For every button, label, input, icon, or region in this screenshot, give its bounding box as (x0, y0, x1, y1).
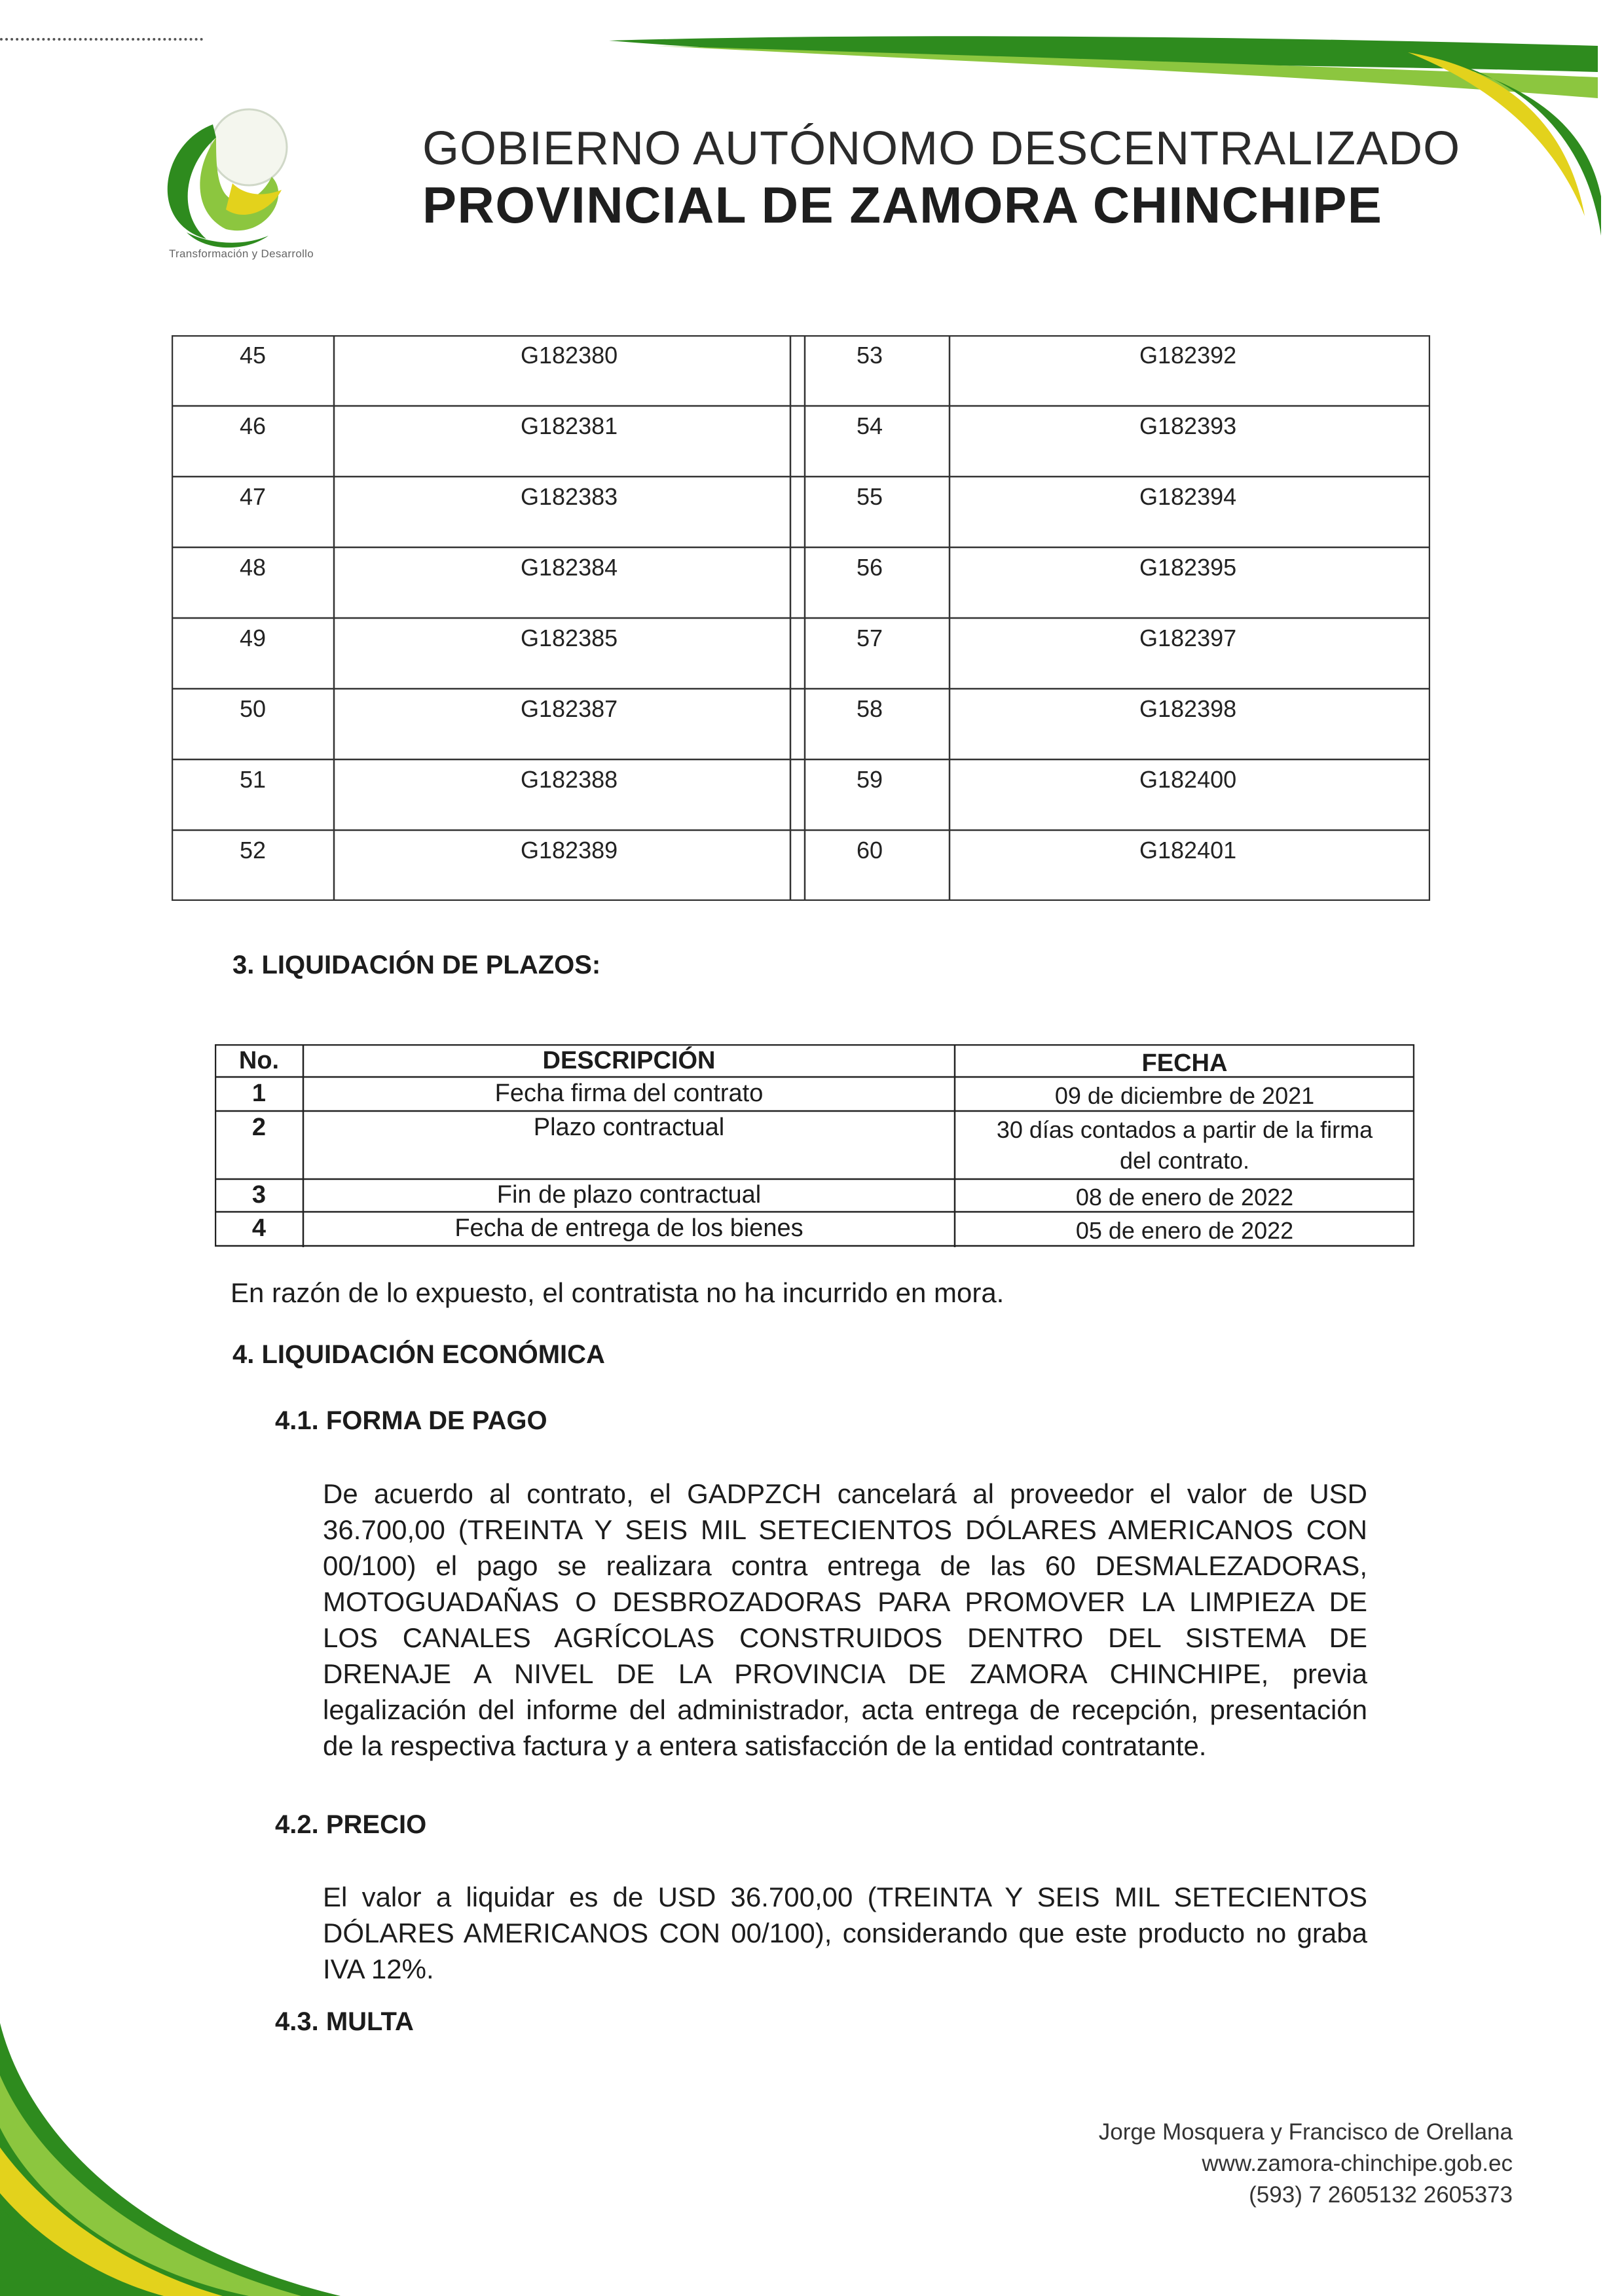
dates-header-descripcion: DESCRIPCIÓN (542, 1047, 716, 1074)
serial-code-right: G182395 (1139, 554, 1237, 581)
serial-code-left: G182384 (521, 554, 618, 581)
serial-code-left: G182380 (521, 342, 618, 369)
dates-row-fecha: 05 de enero de 2022 (1075, 1217, 1294, 1244)
serial-code-right: G182400 (1139, 766, 1237, 793)
serial-code-left: G182385 (521, 625, 618, 651)
table-row (172, 335, 1430, 406)
section-4-2-heading: 4.2. PRECIO (275, 1810, 427, 1839)
precio-paragraph: El valor a liquidar es de USD 36.700,00 (TREINTA Y SEIS MIL SETECIENTOS DÓLARES AMERICANOS CON 00/100), considerando que este producto no graba IVA 12%. (323, 1882, 1367, 1984)
table-row (172, 689, 1430, 759)
row-number-right: 60 (857, 837, 883, 864)
header-title-line1: GOBIERNO AUTÓNOMO DESCENTRALIZADO (422, 122, 1461, 175)
serial-code-left: G182387 (521, 695, 618, 722)
section-3-heading: 3. LIQUIDACIÓN DE PLAZOS: (232, 951, 601, 979)
serial-code-right: G182392 (1139, 342, 1237, 369)
dates-row-descripcion: Fecha de entrega de los bienes (454, 1214, 803, 1242)
dates-row-no: 2 (251, 1114, 267, 1141)
dates-header-no: No. (238, 1047, 280, 1074)
row-number-left: 51 (240, 766, 267, 793)
serial-code-right: G182401 (1139, 837, 1237, 864)
logo-tagline: Transformación y Desarrollo (169, 247, 314, 260)
row-number-right: 55 (857, 483, 883, 510)
row-number-left: 50 (240, 695, 267, 722)
serial-code-right: G182397 (1139, 625, 1237, 651)
dates-row-no: 1 (251, 1080, 267, 1107)
dates-header-fecha: FECHA (1141, 1049, 1228, 1077)
footer-swoosh-graphic (0, 1997, 471, 2296)
serial-code-left: G182389 (521, 837, 618, 864)
serial-code-left: G182383 (521, 483, 618, 510)
table-row (172, 618, 1430, 689)
dates-row-no: 4 (251, 1214, 267, 1242)
dates-row-descripcion: Fin de plazo contractual (496, 1181, 762, 1209)
dates-row-no: 3 (251, 1181, 267, 1209)
row-number-left: 52 (240, 837, 267, 864)
dates-table (215, 1044, 1414, 1247)
row-number-left: 49 (240, 625, 267, 651)
row-number-left: 46 (240, 412, 267, 439)
table-row (172, 477, 1430, 547)
dates-row-fecha: 09 de diciembre de 2021 (1054, 1082, 1315, 1109)
row-number-left: 48 (240, 554, 267, 581)
serial-code-right: G182398 (1139, 695, 1237, 722)
row-number-right: 56 (857, 554, 883, 581)
dates-row-fecha: 08 de enero de 2022 (1075, 1184, 1294, 1211)
row-number-right: 59 (857, 766, 883, 793)
section-4-3-heading: 4.3. MULTA (275, 2007, 414, 2036)
table-row (172, 830, 1430, 901)
dates-row-descripcion: Plazo contractual (533, 1114, 725, 1141)
serial-code-left: G182381 (521, 412, 618, 439)
table-row (172, 406, 1430, 477)
serial-code-left: G182388 (521, 766, 618, 793)
serial-number-table (172, 335, 1430, 901)
dates-row-descripcion: Fecha firma del contrato (494, 1080, 764, 1107)
footer-address: Jorge Mosquera y Francisco de Orellana (1098, 2119, 1513, 2145)
row-number-left: 45 (240, 342, 267, 369)
mora-conclusion: En razón de lo expuesto, el contratista no ha incurrido en mora. (231, 1277, 1005, 1308)
table-row (172, 547, 1430, 618)
table-row (172, 759, 1430, 830)
row-number-right: 57 (857, 625, 883, 651)
provincial-logo (134, 98, 324, 268)
section-4-1-heading: 4.1. FORMA DE PAGO (275, 1406, 547, 1435)
footer-website[interactable]: www.zamora-chinchipe.gob.ec (1202, 2151, 1513, 2176)
header-title-line2: PROVINCIAL DE ZAMORA CHINCHIPE (422, 176, 1383, 234)
section-4-heading: 4. LIQUIDACIÓN ECONÓMICA (232, 1340, 605, 1369)
row-number-right: 54 (857, 412, 883, 439)
forma-de-pago-paragraph: De acuerdo al contrato, el GADPZCH cancelará al proveedor el valor de USD 36.700,00 (TREINTA Y SEIS MIL SETECIENTOS DÓLARES AMERICANOS CON 00/100) el pago se realizara contra entrega de las 60 DESMALEZADORAS, MOTOGUADAÑAS O DESBROZADORAS PARA PROMOVER LA LIMPIEZA DE LOS CANALES AGRÍCOLAS CONSTRUIDOS DENTRO DEL SISTEMA DE DRENAJE A NIVEL DE LA PROVINCIA DE ZAMORA CHINCHIPE, previa legalización del informe del administrador, acta entrega de recepción, presentación de la respectiva factura y a entera satisfacción de la entidad contratante. (323, 1478, 1367, 1761)
footer-phone: (593) 7 2605132 2605373 (1249, 2182, 1513, 2208)
serial-code-right: G182393 (1139, 412, 1237, 439)
serial-code-right: G182394 (1139, 483, 1237, 510)
row-number-right: 58 (857, 695, 883, 722)
dates-row-fecha-line2: del contrato. (1119, 1147, 1250, 1174)
dates-row-fecha-line1: 30 días contados a partir de la firma (996, 1116, 1373, 1143)
row-number-right: 53 (857, 342, 883, 369)
row-number-left: 47 (240, 483, 267, 510)
